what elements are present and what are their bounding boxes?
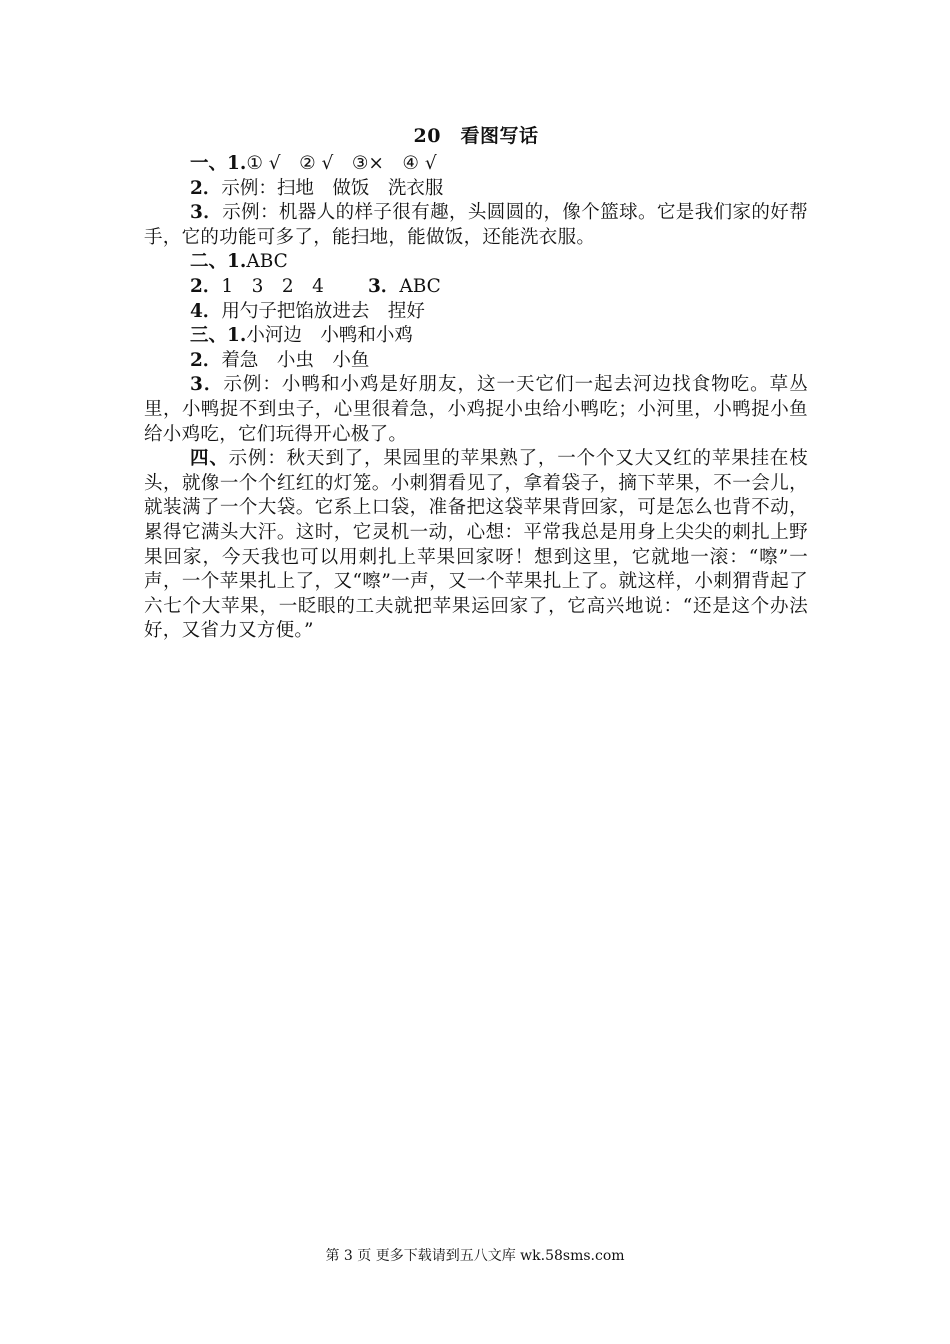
section2-q2-q3 (144, 275, 808, 300)
section2-q2-answer: 1 3 2 4 (221, 275, 324, 297)
section2-label: 二、1. (190, 251, 247, 273)
section2-q4 (144, 300, 808, 325)
section1-q2-label: 2． (190, 177, 222, 199)
section1-q1 (144, 152, 808, 177)
section2-q1 (144, 250, 808, 275)
section3-q3 (144, 373, 808, 447)
section3-q2 (144, 349, 808, 374)
section1-label: 一、1. (190, 153, 247, 174)
section1-q3-answer: 示例：机器人的样子很有趣，头圆圆的，像个篮球。它是我们家的好帮手，它的功能可多了，能扫地，能做饭，还能洗衣服。 (144, 202, 808, 248)
section1-q2 (144, 177, 808, 202)
section2-q2-label: 2． (190, 275, 222, 297)
section2-q4-label: 4． (190, 300, 222, 322)
section3-q2-label: 2． (190, 349, 222, 371)
section4-essay (144, 447, 808, 644)
section4-label: 四、 (190, 448, 229, 470)
section3-q3-label: 3． (190, 374, 224, 396)
section2-q3-label: 3． (367, 275, 400, 297)
section2-q3-answer: ABC (399, 275, 441, 297)
section1-q2-answer: 示例：扫地 做饭 洗衣服 (221, 177, 444, 199)
section3-q2-answer: 着急 小虫 小鱼 (221, 349, 370, 371)
section3-q1 (144, 324, 808, 349)
section2-q1-answer: ABC (246, 251, 288, 273)
section3-label: 三、1. (190, 325, 247, 347)
section1-q3 (144, 201, 808, 250)
section1-q3-label: 3． (190, 202, 223, 224)
page-footer: 第 3 页 更多下载请到五八文库 wk.58sms.com (325, 1248, 625, 1264)
section2-q4-answer: 用勺子把馅放进去 捏好 (221, 300, 425, 322)
section3-q3-answer: 示例：小鸭和小鸡是好朋友，这一天它们一起去河边找食物吃。草丛里，小鸭捉不到虫子，心里很着急，小鸡捉小虫给小鸭吃；小河里，小鸭捉小鱼给小鸡吃，它们玩得开心极了。 (144, 374, 808, 445)
section4-answer: 示例：秋天到了，果园里的苹果熟了，一个个又大又红的苹果挂在枝头，就像一个个红红的灯笼。小刺猬看见了，拿着袋子，摘下苹果，不一会儿，就装满了一个大袋。它系上口袋，准备把这袋苹果背回家，可是怎么也背不动，累得它满头大汗。这时，它灵机一动，心想：平常我总是用身上尖尖的刺扎上野果回家，今天我也可以用刺扎上苹果回家呀！想到这里，它就地一滚：“嚓”一声，一个苹果扎上了，又“嚓”一声，又一个苹果扎上了。就这样，小刺猬背起了六七个大苹果，一眨眼的工夫就把苹果运回家了，它高兴地说：“还是这个办法好，又省力又方便。” (144, 448, 808, 642)
section1-q1-answer: ① √ ② √ ③× ④ √ (246, 153, 437, 174)
page-title: 20 看图写话 (413, 125, 539, 147)
section3-q1-answer: 小河边 小鸭和小鸡 (246, 325, 413, 347)
document-page (144, 120, 808, 644)
